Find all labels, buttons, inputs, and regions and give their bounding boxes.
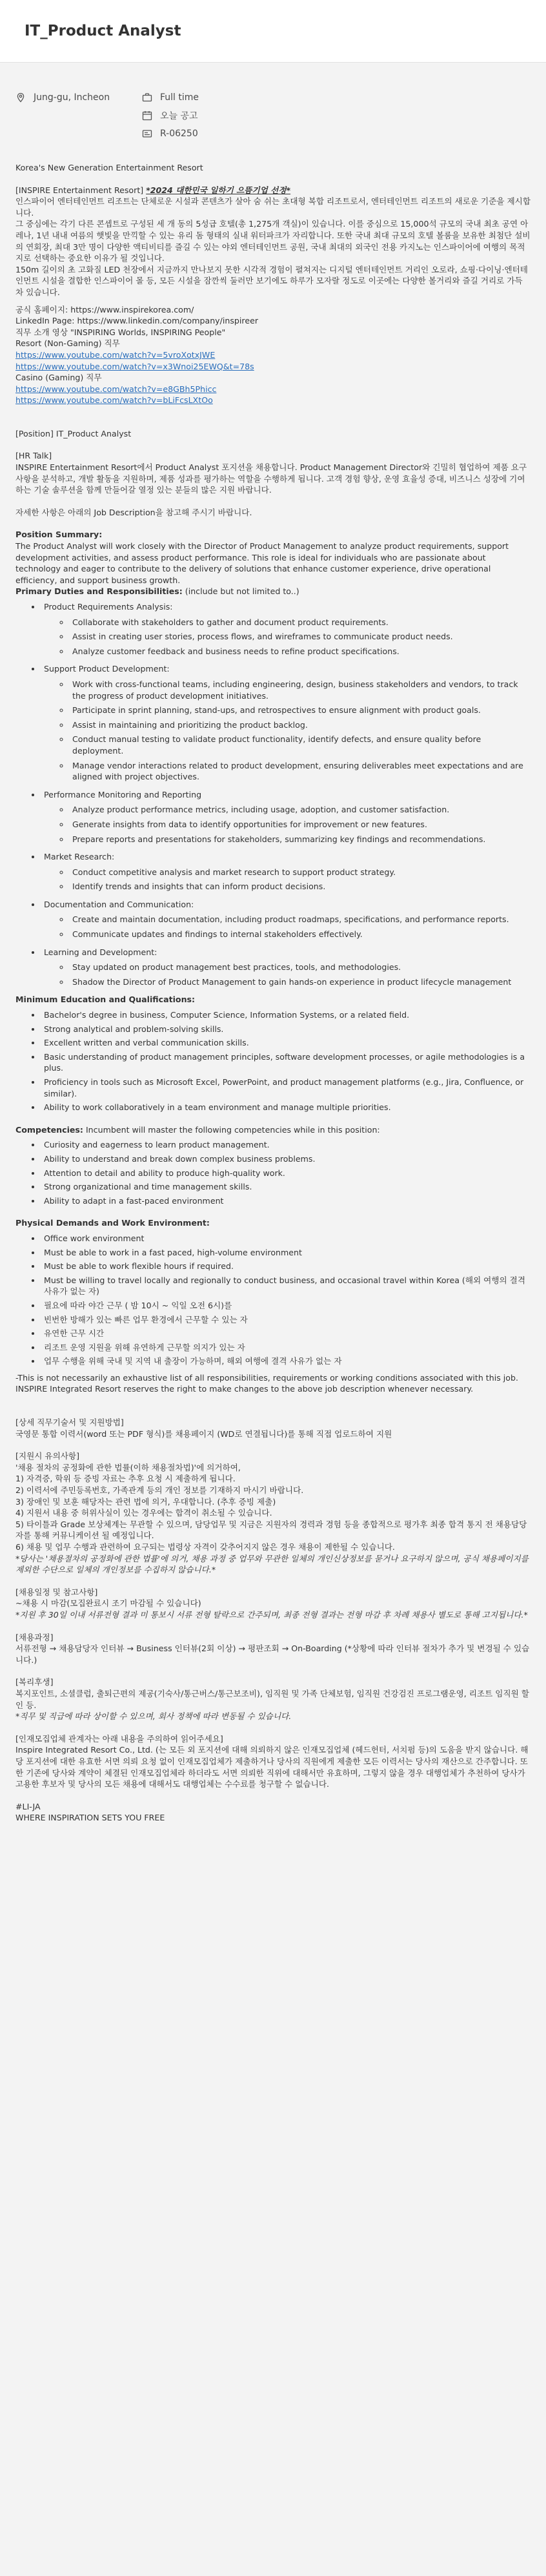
disclaimer-text: -This is not necessarily an exhaustive list of all responsibilities, requirements or working conditions associated with this job. INSPIRE Integrated Resort reserves the right to make changes to the above job description whenever necessary. <box>15 1372 518 1394</box>
duty-item: ◦ Assist in creating user stories, process flows, and wireframes to communicate product needs. <box>70 631 531 643</box>
duty-item: ◦ Analyze customer feedback and business needs to refine product specifications. <box>70 646 531 657</box>
detail-note: 자세한 사항은 아래의 Job Description을 참고해 주시기 바랍니다. <box>15 507 252 517</box>
competencies-list <box>15 1139 531 1206</box>
duty-item: ◦ Communicate updates and findings to internal stakeholders effectively. <box>70 929 531 940</box>
note-line: 2) 이력서에 주민등록번호, 가족관계 등의 개인 정보를 기재하지 마시기 바랍니다. <box>15 1485 304 1496</box>
employment-type-meta <box>142 91 531 104</box>
location-pin-icon <box>15 92 26 103</box>
inspire-paragraph-3: 150m 길이의 초 고화질 LED 천장에서 지금까지 만나보지 못한 시각적 경험이 펼쳐지는 디지털 엔터테인먼트 거리인 오로라, 쇼핑·다이닝·엔터테인먼트 시설을 결합한 인스파이어 몰 등, 모든 시설을 잠깐씩 둘러만 보기에도 하루가 모자랄 정도로 이곳에는 다양한 볼거리와 즐길 거리로 가득 차 있습니다. <box>15 264 528 297</box>
competencies-intro: Incumbent will master the following competencies while in this position: <box>83 1124 380 1135</box>
physical-demand-item: • 업무 수행을 위해 국내 및 지역 내 출장이 가능하며, 해외 여행에 결격 사유가 없는 자 <box>41 1355 531 1367</box>
location-text: Jung-gu, Incheon <box>34 92 110 103</box>
intro-text: Korea's New Generation Entertainment Resort <box>15 163 203 172</box>
duty-group <box>41 789 531 845</box>
notes-heading: [지원시 유의사항] <box>15 1451 79 1461</box>
notes-intro: '채용 절차의 공정화에 관한 법률(이하 채용절차법)'에 의거하여, <box>15 1462 241 1472</box>
calendar-icon <box>142 110 152 121</box>
duty-group <box>41 899 531 940</box>
process-text: 서류전형 → 채용담당자 인터뷰 → Business 인터뷰(2회 이상) → 평판조회 → On-Boarding (*상황에 따라 인터뷰 절차가 추가 및 변경될 수 있습니다.) <box>15 1643 530 1665</box>
award-text: *2024 대한민국 일하기 으뜸기업 선정* <box>146 185 291 195</box>
duty-item: ◦ Create and maintain documentation, including product roadmaps, specifications, and performance reports. <box>70 914 531 925</box>
duty-group <box>41 851 531 892</box>
duty-group <box>41 663 531 782</box>
process-heading: [채용과정] <box>15 1632 54 1642</box>
resort-video-link-1[interactable]: https://www.youtube.com/watch?v=5vroXotxJWE <box>15 349 216 360</box>
job-detail <box>0 63 546 1824</box>
location-meta <box>15 91 142 104</box>
resort-video-label: Resort (Non-Gaming) 직무 <box>15 338 120 349</box>
posted-meta <box>142 109 531 122</box>
note-line: 1) 자격증, 학위 등 증빙 자료는 추후 요청 시 제출하게 됩니다. <box>15 1474 236 1484</box>
welfare-notice: *직무 및 직급에 따라 상이할 수 있으며, 회사 정책에 따라 변동될 수 있습니다. <box>15 1711 292 1722</box>
docs-heading: [상세 직무기술서 및 지원방법] <box>15 1417 124 1428</box>
duties-heading-line <box>15 586 531 597</box>
inspire-paragraph-1: 인스파이어 엔터테인먼트 리조트는 단체로운 시설과 콘텐츠가 살아 숨 쉬는 초대형 복합 리조트로서, 엔터테인먼트 리조트의 새로운 기준을 제시합니다. <box>15 196 531 218</box>
casino-video-label: Casino (Gaming) 직무 <box>15 373 102 383</box>
competency-item: • Ability to adapt in a fast-paced environment <box>41 1195 531 1207</box>
qualification-item: • Strong analytical and problem-solving skills. <box>41 1024 531 1035</box>
duty-item: ◦ Shadow the Director of Product Management to gain hands-on experience in product lifecycle management <box>70 976 531 988</box>
requisition-meta <box>142 127 531 140</box>
schedule-heading: [채용일정 및 참고사항] <box>15 1587 98 1597</box>
competency-item: • Curiosity and eagerness to learn product management. <box>41 1139 531 1151</box>
physical-demand-item: • Must be willing to travel locally and regionally to conduct business, and occasional travel within Korea (해외 여행의 결격 사유가 없는 자) <box>41 1275 531 1297</box>
duty-items <box>44 867 531 892</box>
duty-item: ◦ Collaborate with stakeholders to gather and document product requirements. <box>70 617 531 628</box>
duties-note: (include but not limited to..) <box>182 586 299 597</box>
casino-video-link-2[interactable]: https://www.youtube.com/watch?v=bLiFcsLXtOo <box>15 395 213 406</box>
qualification-item: • Basic understanding of product management principles, software development processes, or agile methodologies is a plus. <box>41 1051 531 1074</box>
duties-label: Primary Duties and Responsibilities: <box>15 586 183 597</box>
note-line: 6) 채용 및 업무 수행과 관련하여 요구되는 법령상 자격이 갖추어지지 않은 경우 채용이 제한될 수 있습니다. <box>15 1542 395 1552</box>
duty-item: ◦ Generate insights from data to identify opportunities for improvement or new features. <box>70 819 531 830</box>
qualification-item: • Bachelor's degree in business, Computer Science, Information Systems, or a related field. <box>41 1009 531 1021</box>
inspire-heading-line <box>15 185 531 196</box>
linkedin-link-line: LinkedIn Page: https://www.linkedin.com/company/inspireer <box>15 316 258 326</box>
competencies-label: Competencies: <box>15 1124 83 1135</box>
note-line: 4) 지원서 내용 중 허위사실이 있는 경우에는 합격이 취소될 수 있습니다. <box>15 1508 272 1518</box>
physical-demand-item: • 필요에 따라 야간 근무 ( 밤 10시 ~ 익일 오전 6시)를 <box>41 1300 531 1312</box>
duty-item: ◦ Conduct manual testing to validate product functionality, identify defects, and ensure quality before deployment. <box>70 734 531 756</box>
physical-demands-heading: Physical Demands and Work Environment: <box>15 1218 210 1228</box>
briefcase-icon <box>142 92 152 103</box>
duty-item: ◦ Participate in sprint planning, stand-ups, and retrospectives to ensure alignment with product goals. <box>70 705 531 716</box>
duty-items <box>44 679 531 783</box>
duty-group-title: Performance Monitoring and Reporting <box>44 789 202 799</box>
duties-list <box>15 601 531 987</box>
duty-group-title: Market Research: <box>44 852 115 862</box>
video-intro-text: 직무 소개 영상 "INSPIRING Worlds, INSPIRING People" <box>15 327 226 337</box>
duty-item: ◦ Conduct competitive analysis and market research to support product strategy. <box>70 867 531 878</box>
tagline-text: WHERE INSPIRATION SETS YOU FREE <box>15 1813 165 1823</box>
duty-items <box>44 962 531 987</box>
duty-group <box>41 601 531 657</box>
physical-demand-item: • 리조트 운영 지원을 위해 유연하게 근무할 의지가 있는 자 <box>41 1342 531 1354</box>
physical-demand-item: • 빈번한 방해가 있는 빠른 업무 환경에서 근무할 수 있는 자 <box>41 1314 531 1326</box>
page-title: IT_Product Analyst <box>25 23 181 39</box>
hashtag-text: #LI-JA <box>15 1801 41 1811</box>
job-meta <box>15 91 531 140</box>
physical-demand-item: • 유연한 근무 시간 <box>41 1328 531 1339</box>
duty-item: ◦ Identify trends and insights that can inform product decisions. <box>70 881 531 892</box>
competency-item: • Ability to understand and break down complex business problems. <box>41 1153 531 1165</box>
note-line: 3) 장애인 및 보훈 해당자는 관련 법에 의거, 우대합니다. (추후 증빙 제출) <box>15 1496 276 1507</box>
duty-items <box>44 617 531 657</box>
welfare-text: 복지포인트, 소셜클럽, 출퇴근편의 제공(기숙사/통근버스/통근보조비), 임직원 및 가족 단체보험, 임직원 건강검진 프로그램운영, 리조트 임직원 할인 등. <box>15 1688 529 1710</box>
job-description <box>15 162 531 1824</box>
hr-talk-heading: [HR Talk] <box>15 451 52 461</box>
resort-video-link-2[interactable]: https://www.youtube.com/watch?v=x3Wnoi25EWQ&t=78s <box>15 361 254 371</box>
competency-item: • Attention to detail and ability to produce high-quality work. <box>41 1168 531 1179</box>
duty-item: ◦ Manage vendor interactions related to product development, ensuring deliverables meet expectations and are aligned with project objectives. <box>70 760 531 783</box>
duty-group-title: Documentation and Communication: <box>44 899 194 909</box>
position-summary-text: The Product Analyst will work closely with the Director of Product Management to analyze product requirements, support development activities, and assess product performance. This role is ideal for individuals who are passionate about technology and eager to contribute to the delivery of solutions that enhance customer experience, drive operational efficiency, and support business growth. <box>15 541 509 585</box>
duty-items <box>44 804 531 845</box>
qualifications-list <box>15 1009 531 1113</box>
page-header <box>0 0 546 63</box>
duty-group <box>41 947 531 988</box>
casino-video-link-1[interactable]: https://www.youtube.com/watch?v=e8GBh5Phicc <box>15 384 217 394</box>
schedule-notice: *지원 후 30일 이내 서류전형 결과 미 통보시 서류 전형 탈락으로 간주되며, 최종 전형 결과는 전형 마감 후 차례 채용사 별도로 통해 고지됩니다.* <box>15 1609 528 1620</box>
competency-item: • Strong organizational and time management skills. <box>41 1181 531 1193</box>
duty-item: ◦ Assist in maintaining and prioritizing the product backlog. <box>70 719 531 731</box>
duty-item: ◦ Analyze product performance metrics, including usage, adoption, and customer satisfaction. <box>70 804 531 816</box>
duty-group-title: Product Requirements Analysis: <box>44 602 173 612</box>
hr-talk-text: INSPIRE Entertainment Resort에서 Product Analyst 포지션을 채용합니다. Product Management Director와 긴밀히 협업하여 제품 요구사항을 분석하고, 개발 활동을 지원하며, 제품 성과를 평가하는 역할을 수행하게 됩니다. 고객 경험 향상, 운영 효율성 증대, 비즈니스 성장에 기여하는 기술 솔루션을 함께 만들어갈 열정 있는 분들의 많은 지원 바랍니다. <box>15 462 527 495</box>
id-card-icon <box>142 129 152 139</box>
position-summary-label: Position Summary: <box>15 530 103 540</box>
position-heading: [Position] IT_Product Analyst <box>15 428 132 438</box>
employment-type-text: Full time <box>160 92 199 103</box>
requisition-id-text: R-06250 <box>160 129 198 139</box>
inspire-heading: [INSPIRE Entertainment Resort] <box>15 185 144 195</box>
homepage-link-line: 공식 홈페이지: https://www.inspirekorea.com/ <box>15 304 194 314</box>
qualifications-heading: Minimum Education and Qualifications: <box>15 994 196 1005</box>
welfare-heading: [복리후생] <box>15 1677 54 1687</box>
inspire-paragraph-2: 그 중심에는 각기 다른 콘셉트로 구성된 세 개 동의 5성급 호텔(총 1,275개 객실)이 있습니다. 이를 중심으로 15,000석 규모의 국내 최초 공연 아레나, 1년 내내 여름의 햇빛을 만끽할 수 있는 유리 돔 형태의 실내 워터파크가 자리합니다. 또한 국내 최대 규모의 호텔 볼룸을 보유한 최첨단 설비의 연회장, 최대 3만 명이 다양한 액티비티를 즐길 수 있는 야외 엔터테인먼트 공원, 국내 최대의 외국인 전용 카지노는 인스파이어에 여행의 목적지로 선택하는 중요한 이유가 될 것입니다. <box>15 219 531 263</box>
privacy-notice: *당사는 '채용절차의 공정화에 관한 법률'에 의거, 채용 과정 중 업무와 무관한 일체의 개인신상정보를 묻거나 요구하지 않으며, 공식 채용페이지를 제외한 수단으로 일체의 개인정보를 수집하지 않습니다.* <box>15 1553 529 1575</box>
qualification-item: • Excellent written and verbal communication skills. <box>41 1037 531 1049</box>
note-line: 5) 타이틀과 Grade 보상체계는 무관할 수 있으며, 담당업무 및 지금은 지원자의 경력과 경험 등을 종합적으로 평가후 최종 합격 통지 전 채용담당자를 통해 커뮤니케이션 될 예정입니다. <box>15 1519 527 1541</box>
duty-item: ◦ Prepare reports and presentations for stakeholders, summarizing key findings and recommendations. <box>70 834 531 845</box>
duty-items <box>44 914 531 940</box>
docs-text: 국영문 통합 이력서(word 또는 PDF 형식)를 채용페이지 (WD로 연결됩니다)를 통해 직접 업로드하여 지원 <box>15 1428 392 1439</box>
physical-demands-list <box>15 1233 531 1367</box>
physical-demand-item: • Must be able to work in a fast paced, high-volume environment <box>41 1247 531 1259</box>
schedule-text: ~채용 시 마감(모집완료시 조기 마감될 수 있습니다) <box>15 1598 201 1609</box>
physical-demand-item: • Must be able to work flexible hours if required. <box>41 1261 531 1272</box>
duty-group-title: Support Product Development: <box>44 664 170 674</box>
duty-item: ◦ Work with cross-functional teams, including engineering, design, business stakeholders and vendors, to track the progress of product development initiatives. <box>70 679 531 701</box>
competencies-heading-line <box>15 1124 531 1136</box>
qualification-item: • Proficiency in tools such as Microsoft Excel, PowerPoint, and product management platforms (e.g., Jira, Confluence, or similar). <box>41 1077 531 1099</box>
duty-group-title: Learning and Development: <box>44 947 157 957</box>
agency-heading: [인재모집업체 관계자는 아래 내용을 주의하여 읽어주세요] <box>15 1733 223 1744</box>
agency-text: Inspire Integrated Resort Co., Ltd. (는 모든 외 포지션에 대해 의뢰하지 않은 인재모집업체 (헤드헌터, 서치펌 등)의 도움을 받지 않습니다. 해당 포지션에 대한 유효한 서면 의뢰 요청 없이 인재모집업체가 제출하거나 당사의 직원에게 제출한 모든 이력서는 당사의 재산으로 간주합니다. 또한 기존에 당사와 계약이 체결된 인재모집업체라 하더라도 서면 의뢰한 직위에 대해서만 유효하며, 그렇지 않을 경우 대행업체가 추천하여 당사가 고용한 후보자 및 당사의 모든 채용에 대해서도 대행업체는 수수료를 청구할 수 없습니다. <box>15 1745 529 1789</box>
posted-text: 오늘 공고 <box>160 111 198 121</box>
duty-item: ◦ Stay updated on product management best practices, tools, and methodologies. <box>70 962 531 973</box>
physical-demand-item: • Office work environment <box>41 1233 531 1244</box>
qualification-item: • Ability to work collaboratively in a team environment and manage multiple priorities. <box>41 1102 531 1113</box>
